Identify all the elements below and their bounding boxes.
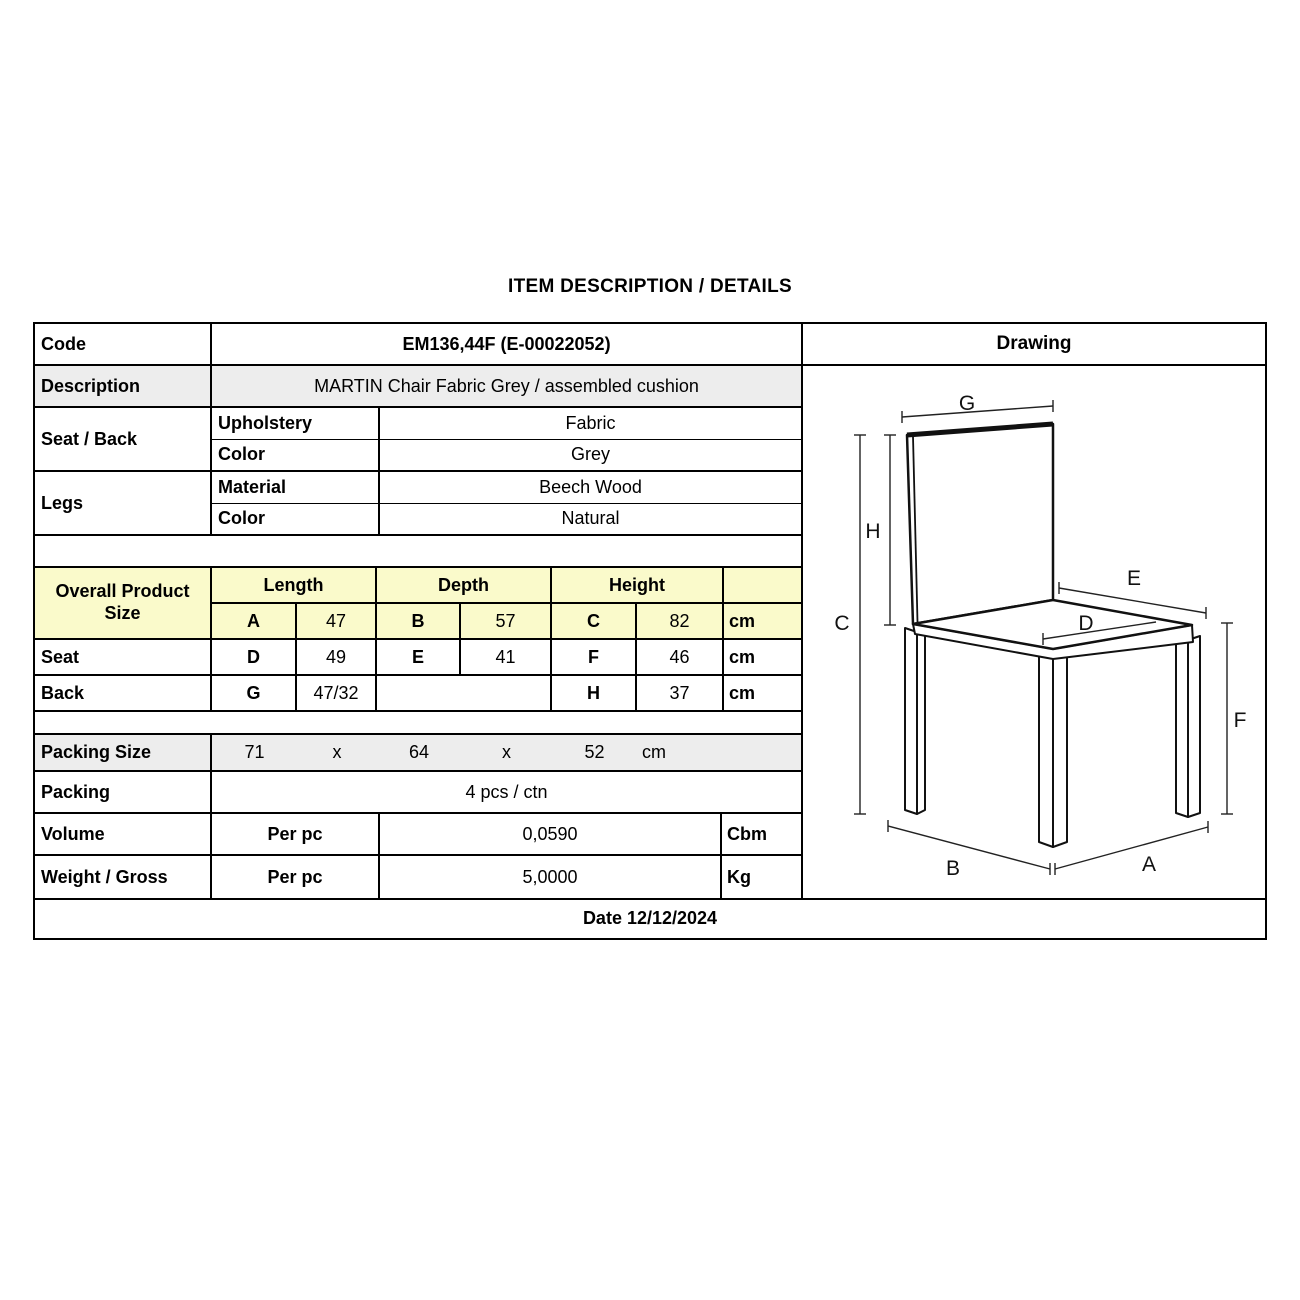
packing-label: Packing [41, 781, 111, 802]
depth-header: Depth [375, 568, 550, 602]
seat-color-row [210, 440, 801, 471]
weight-per: Per pc [210, 856, 378, 898]
dim-val-h: 37 [635, 676, 722, 710]
table-row-packing [35, 772, 801, 814]
overall-values-row [210, 604, 801, 638]
legs-label: Legs [41, 492, 84, 513]
table-row-seat-dims [35, 640, 801, 676]
dim-key-c: C [550, 604, 635, 638]
packing-dim-1: 71 [244, 742, 265, 762]
dim-label-d: D [1078, 612, 1094, 635]
weight-label: Weight / Gross [41, 866, 168, 887]
dim-key-a: A [210, 604, 295, 638]
table-row-packing-size [35, 735, 801, 772]
legs-subrows [210, 472, 801, 534]
dim-line-c [854, 435, 866, 814]
table-row-description [35, 366, 801, 408]
dim-val-e: 41 [459, 640, 550, 674]
dim-label-h: H [865, 520, 881, 543]
weight-value: 5,0000 [378, 856, 720, 898]
dim-line-g [902, 400, 1053, 423]
length-header: Length [210, 568, 375, 602]
upholstery-row [210, 408, 801, 440]
drawing-header: Drawing [803, 324, 1265, 366]
volume-value: 0,0590 [378, 814, 720, 854]
dim-label-e: E [1126, 567, 1142, 590]
dim-line-h [884, 435, 896, 625]
description-label: Description [41, 375, 141, 396]
volume-per: Per pc [210, 814, 378, 854]
dim-line-f [1221, 623, 1233, 814]
code-label: Code [41, 333, 86, 354]
dim-val-a: 47 [295, 604, 375, 638]
chair-leg-left [905, 628, 917, 814]
packing-size-values [210, 735, 801, 770]
chair-leg-front [1039, 648, 1053, 847]
page-title: ITEM DESCRIPTION / DETAILS [507, 276, 792, 297]
dim-line-b [888, 820, 1050, 875]
height-header: Height [550, 568, 722, 602]
legs-color-label: Color [210, 504, 378, 535]
chair-back-panel [907, 424, 1053, 624]
dim-key-e: E [375, 640, 459, 674]
dim-val-g: 47/32 [295, 676, 375, 710]
seat-row-label: Seat [41, 646, 80, 667]
weight-unit: Kg [720, 856, 801, 898]
table-row-legs [35, 472, 801, 536]
chair-legs [905, 628, 1200, 847]
table-row-weight [35, 856, 801, 898]
overall-unit: cm [722, 604, 801, 638]
size-header-row [210, 568, 801, 604]
dim-key-d: D [210, 640, 295, 674]
dim-key-b: B [375, 604, 459, 638]
table-row-volume [35, 814, 801, 856]
table-row-code [35, 324, 801, 366]
spacer-row [35, 536, 801, 568]
dim-label-c: C [834, 612, 850, 635]
volume-unit: Cbm [720, 814, 801, 854]
spec-table [33, 322, 1267, 940]
table-row-seat-back [35, 408, 801, 472]
chair-drawing [803, 366, 1265, 898]
date-row: Date 12/12/2024 [35, 898, 1265, 936]
dim-val-c: 82 [635, 604, 722, 638]
overall-size-label: Overall Product Size [55, 581, 190, 623]
size-grid [210, 568, 801, 638]
description-value: MARTIN Chair Fabric Grey / assembled cushion [210, 366, 801, 406]
table-row-back-dims [35, 676, 801, 712]
back-row-label: Back [41, 682, 85, 703]
seat-unit: cm [722, 640, 801, 674]
packing-unit: cm [642, 742, 666, 762]
dim-key-g: G [210, 676, 295, 710]
dim-label-g: G [958, 392, 976, 415]
dim-key-h: H [550, 676, 635, 710]
back-unit: cm [722, 676, 801, 710]
table-row-overall-size [35, 568, 801, 640]
code-value: EM136,44F (E-00022052) [210, 324, 801, 364]
seat-color-label: Color [210, 440, 378, 471]
packing-sep-2: x [502, 742, 511, 762]
back-depth-empty [375, 676, 550, 710]
drawing-cell [803, 324, 1265, 898]
material-value: Beech Wood [378, 472, 801, 503]
dim-label-f: F [1233, 709, 1247, 732]
packing-dim-3: 52 [584, 742, 605, 762]
dim-line-a [1055, 821, 1208, 875]
dim-label-b: B [945, 857, 961, 880]
dim-val-f: 46 [635, 640, 722, 674]
dim-label-a: A [1141, 853, 1157, 876]
packing-sep-1: x [332, 742, 342, 762]
upholstery-value: Fabric [378, 408, 801, 439]
seat-color-value: Grey [378, 440, 801, 471]
chair-leg-right [1176, 636, 1188, 817]
material-row [210, 472, 801, 504]
seat-back-label: Seat / Back [41, 428, 138, 449]
spacer-row [35, 712, 801, 735]
table-left-section [35, 324, 803, 898]
drawing-body [803, 366, 1265, 898]
volume-label: Volume [41, 823, 105, 844]
packing-size-label: Packing Size [41, 742, 152, 762]
table-main-area [35, 324, 1265, 898]
packing-value: 4 pcs / ctn [210, 772, 801, 812]
dim-val-d: 49 [295, 640, 375, 674]
legs-color-value: Natural [378, 504, 801, 535]
upholstery-label: Upholstery [210, 408, 378, 439]
dim-val-b: 57 [459, 604, 550, 638]
size-header-empty [722, 568, 801, 602]
seat-back-subrows [210, 408, 801, 470]
dim-key-f: F [550, 640, 635, 674]
material-label: Material [210, 472, 378, 503]
legs-color-row [210, 504, 801, 535]
packing-dim-2: 64 [408, 742, 430, 762]
